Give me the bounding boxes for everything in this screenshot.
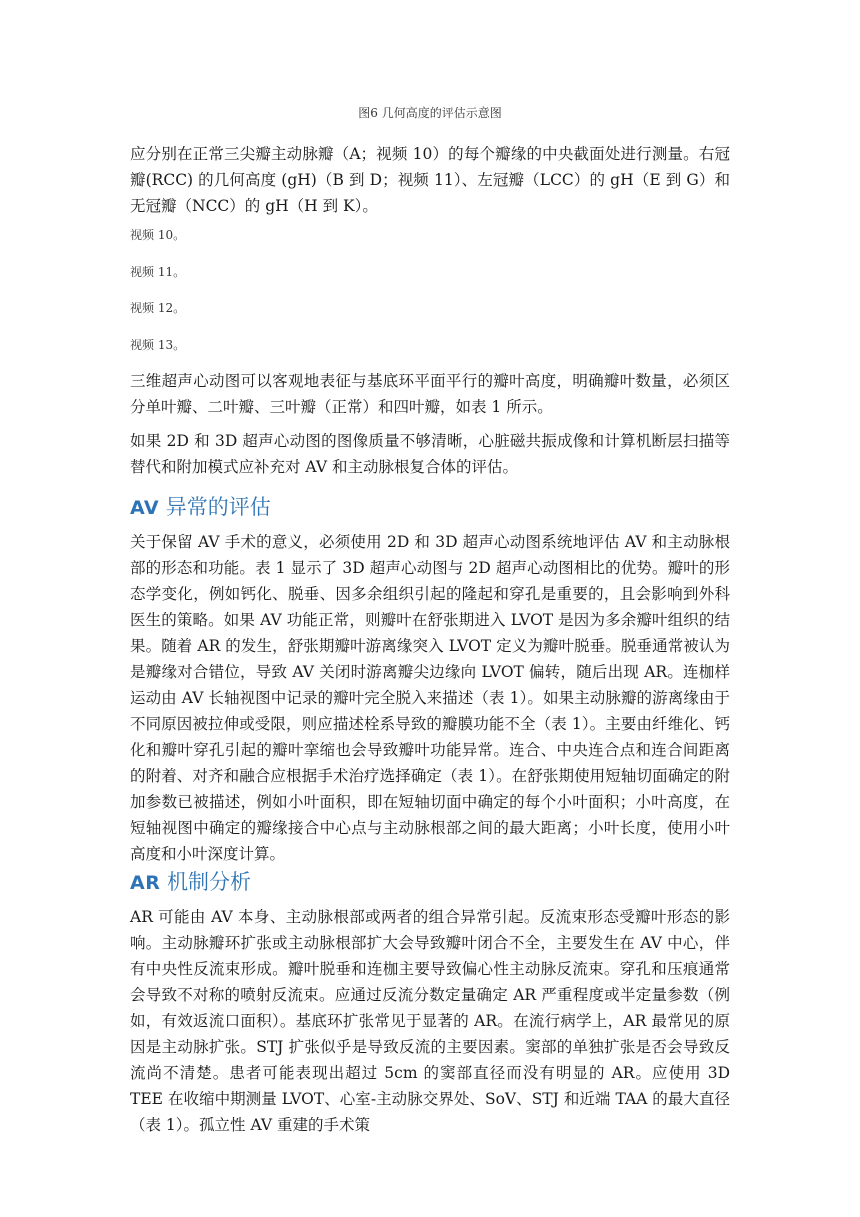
section-ar-body: AR 可能由 AV 本身、主动脉根部或两者的组合异常引起。反流束形态受瓣叶形态的影响。主动脉瓣环扩张或主动脉根部扩大会导致瓣叶闭合不全，主要发生在 AV 中心，伴有中央性反流束形成。瓣叶脱垂和连枷主要导致偏心性主动脉反流束。穿孔和压痕通常会导致不对称的喷射反流束。应通过反流分数定量确定 AR 严重程度或半定量参数（例如，有效返流口面积）。基底环扩张常见于显著的 AR。在流行病学上，AR 最常见的原因是主动脉扩张。STJ 扩张似乎是导致反流的主要因素。窦部的单独扩张是否会导致反流尚不清楚。患者可能表现出超过 5cm 的窦部直径而没有明显的 AR。应使用 3D TEE 在收缩中期测量 LVOT、心室-主动脉交界处、SoV、STJ 和近端 TAA 的最大直径（表 1）。孤立性 AV 重建的手术策	[130, 908, 730, 1134]
section-heading-ar	[130, 868, 251, 897]
section-av-body: 关于保留 AV 手术的意义，必须使用 2D 和 3D 超声心动图系统地评估 AV 和主动脉根部的形态和功能。表 1 显示了 3D 超声心动图与 2D 超声心动图相比的优势。瓣叶的形态学变化，例如钙化、脱垂、因多余组织引起的隆起和穿孔是重要的，且会影响到外科医生的策略。如果 AV 功能正常，则瓣叶在舒张期进入 LVOT 是因为多余瓣叶组织的结果。随着 AR 的发生，舒张期瓣叶游离缘突入 LVOT 定义为瓣叶脱垂。脱垂通常被认为是瓣缘对合错位，导致 AV 关闭时游离瓣尖边缘向 LVOT 偏转，随后出现 AR。连枷样运动由 AV 长轴视图中记录的瓣叶完全脱入来描述（表 1）。如果主动脉瓣的游离缘由于不同原因被拉伸或受限，则应描述栓系导致的瓣膜功能不全（表 1）。主要由纤维化、钙化和瓣叶穿孔引起的瓣叶挛缩也会导致瓣叶功能异常。连合、中央连合点和连合间距离的附着、对齐和融合应根据手术治疗选择确定（表 1）。在舒张期使用短轴切面确定的附加参数已被描述，例如小叶面积，即在短轴切面中确定的每个小叶面积；小叶高度，在短轴视图中确定的瓣缘接合中心点与主动脉根部之间的最大距离；小叶长度，使用小叶高度和小叶深度计算。	[130, 533, 730, 863]
section-heading-ar-rest: 机制分析	[160, 870, 252, 894]
paragraph-3d-echo: 三维超声心动图可以客观地表征与基底环平面平行的瓣叶高度，明确瓣叶数量，必须区分单叶瓣、二叶瓣、三叶瓣（正常）和四叶瓣，如表 1 所示。	[130, 372, 730, 416]
video-10-label: 视频 10。	[130, 228, 186, 242]
section-heading-av-prefix: AV	[130, 497, 160, 519]
video-13-label: 视频 13。	[130, 338, 186, 352]
section-heading-av-rest: 异常的评估	[159, 495, 271, 519]
intro-paragraph: 应分别在正常三尖瓣主动脉瓣（A；视频 10）的每个瓣缘的中央截面处进行测量。右冠瓣(RCC) 的几何高度 (gH)（B 到 D；视频 11）、左冠瓣（LCC）的 gH（E 到 G）和无冠瓣（NCC）的 gH（H 到 K）。	[130, 145, 730, 215]
paragraph-alternative-modalities: 如果 2D 和 3D 超声心动图的图像质量不够清晰，心脏磁共振成像和计算机断层扫描等替代和附加模式应补充对 AV 和主动脉根复合体的评估。	[130, 432, 730, 476]
figure-caption: 图6 几何高度的评估示意图	[358, 106, 502, 120]
video-11-label: 视频 11。	[130, 265, 186, 279]
video-12-label: 视频 12。	[130, 301, 186, 315]
section-heading-ar-prefix: AR	[130, 872, 161, 894]
section-heading-av	[130, 493, 271, 522]
